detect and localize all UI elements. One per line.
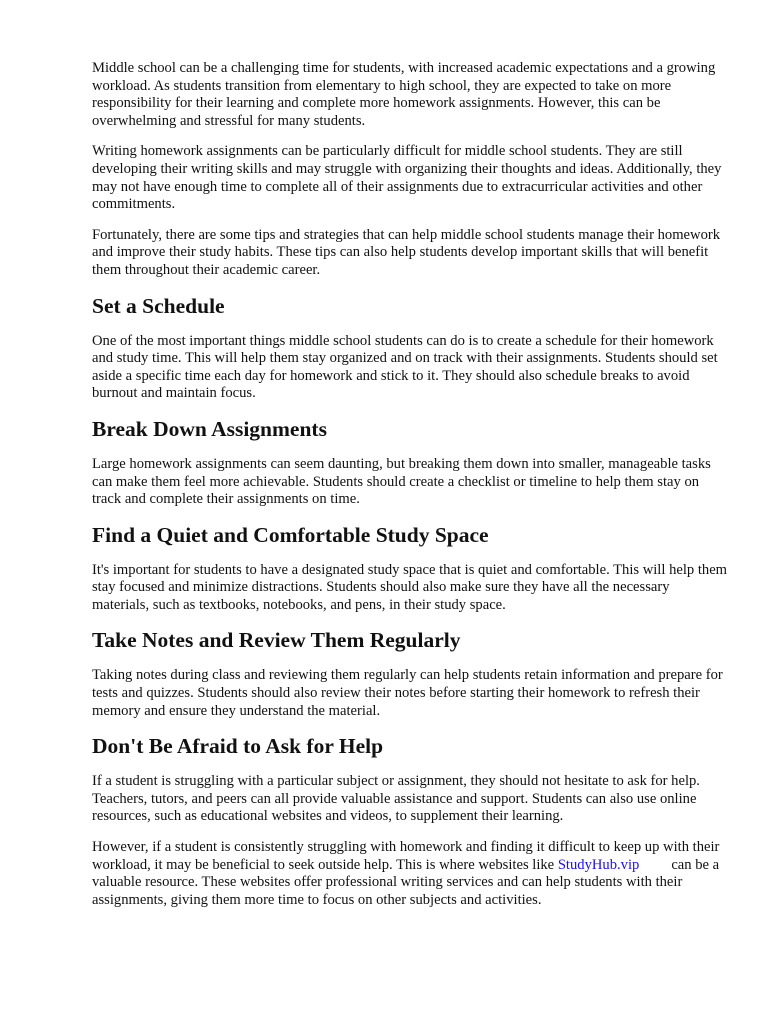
intro-paragraph-3: Fortunately, there are some tips and strategies that can help middle school students manage their homework and improve their study habits. These tips can also help students develop important skills that will benefit them throughout their academic career. [92, 226, 721, 278]
section-body-ask-for-help: If a student is struggling with a particular subject or assignment, they should not hesitate to ask for help. Teachers, tutors, and peers can all provide valuable assistance and support. Students can also use online resources, such as educational websites and videos, to supplement their learning. [92, 773, 700, 825]
section-heading-set-a-schedule: Set a Schedule [92, 293, 225, 318]
studyhub-link[interactable]: StudyHub.vip [557, 856, 640, 873]
closing-paragraph [92, 839, 728, 909]
section-body-break-down-assignments: Large homework assignments can seem daunting, but breaking them down into smaller, manageable tasks can make them feel more achievable. Students should create a checklist or timeline to help them stay on track and complete their assignments on time. [92, 455, 711, 508]
closing-text-before-link: However, if a student is consistently struggling with homework and finding it difficult to keep up with their workload, it may be beneficial to seek outside help. This is where websites like [92, 839, 720, 873]
intro-paragraph-2: Writing homework assignments can be particularly difficult for middle school students. They are still developing their writing skills and may struggle with organizing their thoughts and ideas. Additionally, they may not have enough time to complete all of their assignments due to extracurricular activities and other commitments. [92, 143, 722, 213]
intro-paragraph-1: Middle school can be a challenging time for students, with increased academic expectations and a growing workload. As students transition from elementary to high school, they are expected to take on more responsibility for their learning and complete more homework assignments. However, this can be overwhelming and stressful for many students. [92, 60, 716, 129]
section-heading-study-space: Find a Quiet and Comfortable Study Space [92, 522, 489, 547]
section-body-study-space: It's important for students to have a designated study space that is quiet and comfortable. This will help them stay focused and minimize distractions. Students should also make sure they have all the necessary materials, such as textbooks, notebooks, and pens, in their study space. [92, 561, 728, 613]
closing-text-after-link: can be a valuable resource. These websites offer professional writing services and can help students with their assignments, giving them more time to focus on other subjects and activities. [92, 856, 720, 908]
document-page [92, 60, 728, 922]
section-body-set-a-schedule: One of the most important things middle school students can do is to create a schedule for their homework and study time. This will help them stay organized and on track with their assignments. Students should set aside a specific time each day for homework and stick to it. They should also schedule breaks to avoid burnout and maintain focus. [92, 332, 718, 402]
section-heading-take-notes: Take Notes and Review Them Regularly [92, 628, 461, 653]
section-heading-ask-for-help: Don't Be Afraid to Ask for Help [92, 734, 384, 759]
section-heading-break-down-assignments: Break Down Assignments [92, 416, 327, 441]
section-body-take-notes: Taking notes during class and reviewing them regularly can help students retain information and prepare for tests and quizzes. Students should also review their notes before starting their homework to refresh their memory and ensure they understand the material. [92, 667, 723, 719]
